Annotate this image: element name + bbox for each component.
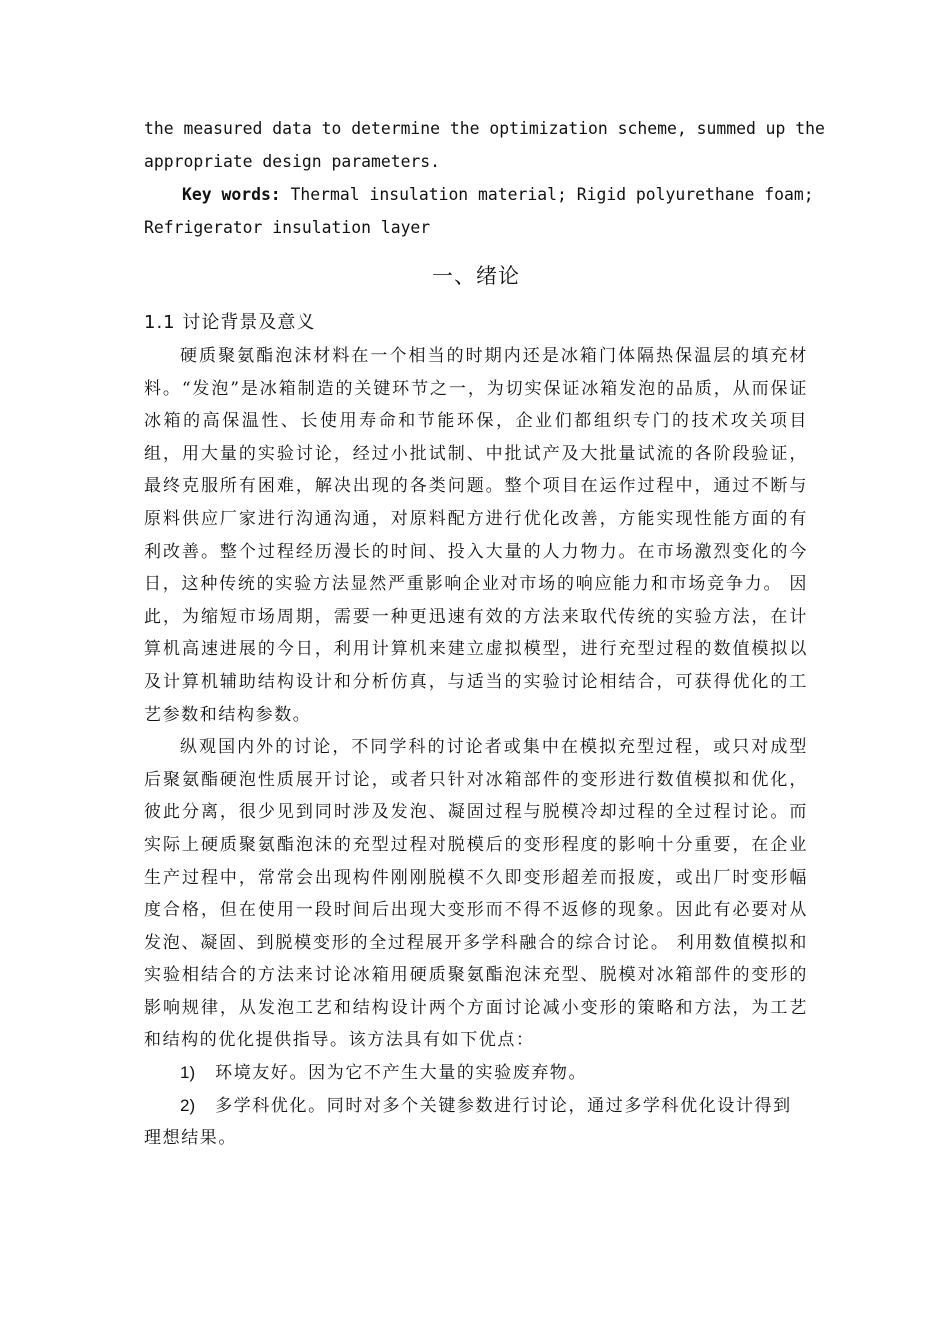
keywords-label: Key words: [182, 185, 281, 204]
list-item-2 [144, 1090, 808, 1155]
list-item-number: 2) [180, 1095, 196, 1115]
keywords-line-1 [144, 178, 814, 211]
keywords-block [144, 178, 814, 244]
abstract-tail [144, 112, 825, 178]
keywords-text-1: Thermal insulation material; Rigid polyurethane foam; [280, 185, 814, 204]
paragraph-1: 硬质聚氨酯泡沫材料在一个相当的时期内还是冰箱门体隔热保温层的填充材料。“发泡”是冰箱制造的关键环节之一，为切实保证冰箱发泡的品质，从而保证冰箱的高保温性、长使用寿命和节能环保，企业们都组织专门的技术攻关项目组，用大量的实验讨论，经过小批试制、中批试产及大批量试流的各阶段验证，最终克服所有困难，解决出现的各类问题。整个项目在运作过程中，通过不断与原料供应厂家进行沟通沟通，对原料配方进行优化改善，方能实现性能方面的有利改善。整个过程经历漫长的时间、投入大量的人力物力。在市场激烈变化的今日，这种传统的实验方法显然严重影响企业对市场的响应能力和市场竞争力。 因此，为缩短市场周期，需要一种更迅速有效的方法来取代传统的实验方法，在计算机高速进展的今日，利用计算机来建立虚拟模型，进行充型过程的数值模拟以及计算机辅助结构设计和分析仿真，与适当的实验讨论相结合，可获得优化的工艺参数和结构参数。 [144, 346, 808, 725]
section-heading: 1.1 讨论背景及意义 [144, 312, 316, 333]
abstract-line-2: appropriate design parameters. [144, 152, 441, 171]
list-item-text: 环境友好。因为它不产生大量的实验废弃物。 [215, 1063, 588, 1084]
chapter-title: 一、绪论 [432, 264, 520, 288]
abstract-line-1: the measured data to determine the optimization scheme, summed up the [144, 119, 825, 138]
paragraph-2: 纵观国内外的讨论，不同学科的讨论者或集中在模拟充型过程，或只对成型后聚氨酯硬泡性质展开讨论，或者只针对冰箱部件的变形进行数值模拟和优化，彼此分离，很少见到同时涉及发泡、凝固过程与脱模冷却过程的全过程讨论。而实际上硬质聚氨酯泡沫的充型过程对脱模后的变形程度的影响十分重要，在企业生产过程中，常常会出现构件刚刚脱模不久即变形超差而报废，或出厂时变形幅度合格，但在使用一段时间后出现大变形而不得不返修的现象。因此有必要对从发泡、凝固、到脱模变形的全过程展开多学科融合的综合讨论。 利用数值模拟和实验相结合的方法来讨论冰箱用硬质聚氨酯泡沫充型、脱模对冰箱部件的变形的影响规律，从发泡工艺和结构设计两个方面讨论减小变形的策略和方法，为工艺和结构的优化提供指导。该方法具有如下优点： [144, 737, 808, 1051]
document-page [144, 112, 825, 1155]
keywords-line-2: Refrigerator insulation layer [144, 218, 431, 237]
list-item-text: 多学科优化。同时对多个关键参数进行讨论，通过多学科优化设计得到理想结果。 [144, 1095, 792, 1149]
list-item-1 [144, 1057, 808, 1090]
list-item-number: 1) [180, 1063, 196, 1083]
